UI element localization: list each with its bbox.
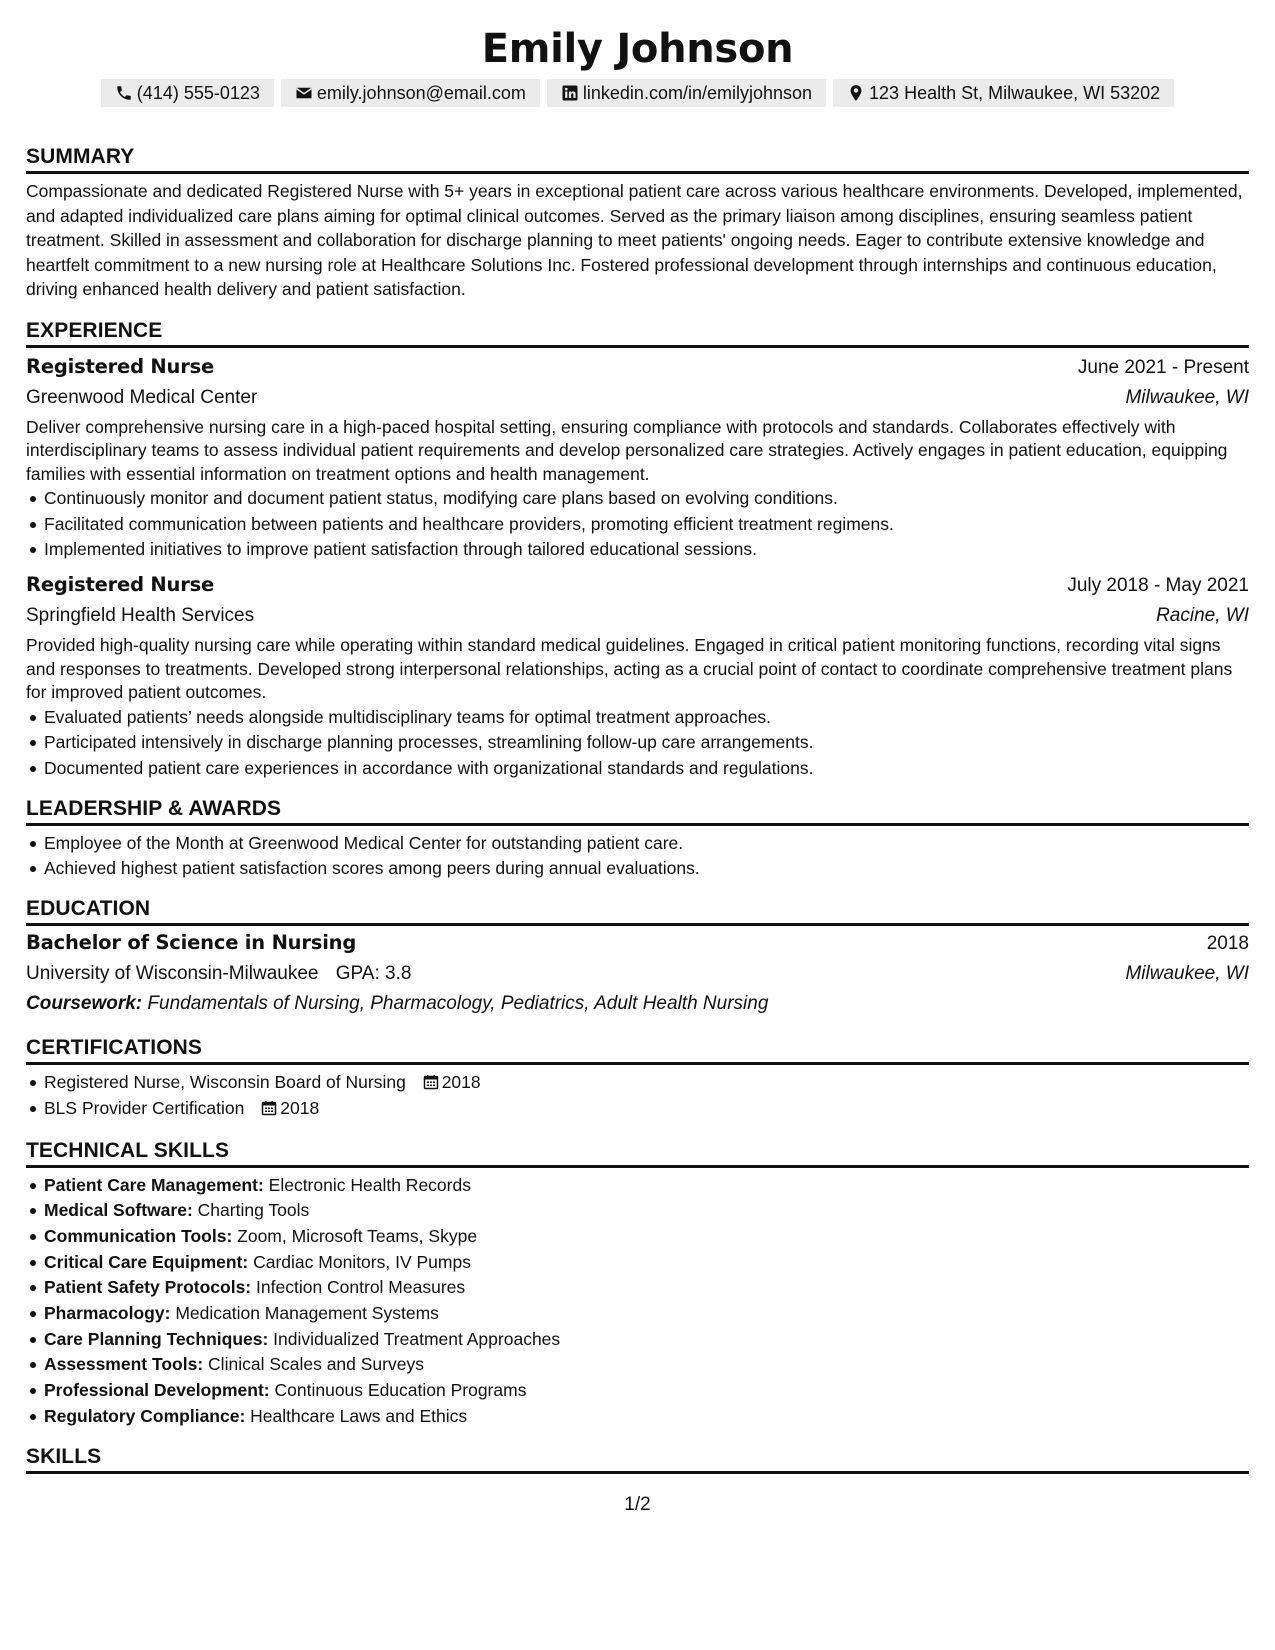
list-item: Employee of the Month at Greenwood Medical Center for outstanding patient care.	[26, 831, 1249, 857]
summary-section	[26, 144, 1249, 302]
job-bullets	[26, 705, 1249, 782]
job-entry	[26, 352, 1249, 564]
cert-year: 2018	[441, 1072, 481, 1093]
linkedin-chip[interactable]	[547, 79, 826, 107]
list-item	[26, 1250, 1249, 1276]
list-item	[26, 1070, 1249, 1096]
email-chip[interactable]	[281, 79, 540, 107]
technical-skills-section	[26, 1138, 1249, 1430]
section-title: LEADERSHIP & AWARDS	[26, 796, 1249, 826]
list-item	[26, 1224, 1249, 1250]
skill-value: Healthcare Laws and Ethics	[250, 1405, 468, 1426]
job-bullets	[26, 486, 1249, 563]
list-item	[26, 1404, 1249, 1430]
section-title: SUMMARY	[26, 144, 1249, 174]
job-entry	[26, 570, 1249, 782]
school-location: Milwaukee, WI	[1125, 963, 1249, 985]
list-item: Facilitated communication between patients and healthcare providers, promoting efficient treatment regimens.	[26, 512, 1249, 538]
certifications-list	[26, 1070, 1249, 1121]
skill-value: Electronic Health Records	[268, 1174, 471, 1195]
list-item	[26, 1352, 1249, 1378]
list-item	[26, 1198, 1249, 1224]
phone-text: (414) 555-0123	[136, 82, 260, 103]
map-pin-icon	[847, 84, 865, 102]
skill-value: Continuous Education Programs	[274, 1380, 527, 1401]
section-title: CERTIFICATIONS	[26, 1035, 1249, 1065]
job-location: Milwaukee, WI	[1125, 386, 1249, 408]
envelope-icon	[295, 84, 313, 102]
address-chip[interactable]	[833, 79, 1174, 107]
skill-value: Medication Management Systems	[175, 1303, 439, 1324]
school-name: University of Wisconsin-Milwaukee	[26, 963, 319, 985]
coursework	[26, 989, 1249, 1019]
phone-icon	[115, 84, 133, 102]
school-info	[26, 959, 411, 989]
job-org: Springfield Health Services	[26, 605, 255, 627]
job-header	[26, 352, 1249, 383]
job-role: Registered Nurse	[26, 354, 215, 378]
phone-chip[interactable]	[101, 79, 274, 107]
skill-label: Medical Software:	[44, 1200, 193, 1221]
list-item: Participated intensively in discharge planning processes, streamlining follow-up care arrangements.	[26, 730, 1249, 756]
job-header	[26, 570, 1249, 601]
skills-section	[26, 1444, 1249, 1474]
degree-year: 2018	[1206, 933, 1249, 955]
list-item	[26, 1378, 1249, 1404]
cert-year: 2018	[280, 1097, 320, 1118]
skill-value: Cardiac Monitors, IV Pumps	[253, 1251, 471, 1272]
list-item: Continuously monitor and document patient status, modifying care plans based on evolving conditions.	[26, 486, 1249, 512]
skill-value: Infection Control Measures	[256, 1277, 466, 1298]
job-description: Provided high-quality nursing care while operating within standard medical guidelines. Engaged in critical patient monitoring functions, recording vital signs and responses to treatments. Developed strong interpersonal relationships, acting as a crucial point of contact to coordinate comprehensive treatment plans for improved patient outcomes.	[26, 635, 1233, 703]
skill-label: Critical Care Equipment:	[44, 1251, 249, 1272]
skill-value: Charting Tools	[197, 1200, 310, 1221]
degree-row	[26, 928, 1249, 959]
list-item	[26, 1275, 1249, 1301]
job-description: Deliver comprehensive nursing care in a high-paced hospital setting, ensuring compliance with protocols and standards. Collaborates effectively with interdisciplinary teams to assess individual patient requirements and develop personalized care strategies. Actively engages in patient education, equipping families with essential information on treatment options and health management.	[26, 416, 1228, 484]
summary-text: Compassionate and dedicated Registered Nurse with 5+ years in exceptional patient care across various healthcare environments. Developed, implemented, and adapted individualized care plans aiming for optimal clinical outcomes. Served as the primary liaison among disciplines, ensuring seamless patient treatment. Skilled in assessment and collaboration for discharge planning to meet patients' ongoing needs. Eager to contribute extensive knowledge and heartfelt commitment to a new nursing role at Healthcare Solutions Inc. Fostered professional development through internships and continuous education, driving enhanced health delivery and patient satisfaction.	[26, 181, 1243, 299]
job-location: Racine, WI	[1156, 605, 1249, 627]
coursework-text: Fundamentals of Nursing, Pharmacology, Pediatrics, Adult Health Nursing	[147, 993, 769, 1015]
section-title: EDUCATION	[26, 896, 1249, 926]
list-item	[26, 1301, 1249, 1327]
skill-value: Zoom, Microsoft Teams, Skype	[237, 1225, 478, 1246]
contact-bar	[26, 79, 1249, 107]
technical-skills-list	[26, 1173, 1249, 1430]
list-item	[26, 1327, 1249, 1353]
linkedin-icon	[561, 84, 579, 102]
skill-label: Care Planning Techniques:	[44, 1328, 269, 1349]
skill-label: Pharmacology:	[44, 1303, 171, 1324]
coursework-label: Coursework:	[26, 993, 143, 1015]
calendar-icon	[261, 1100, 277, 1116]
linkedin-text: linkedin.com/in/emilyjohnson	[582, 82, 813, 103]
job-role: Registered Nurse	[26, 573, 215, 597]
calendar-icon	[423, 1074, 439, 1090]
gpa: GPA: 3.8	[335, 963, 412, 985]
experience-section	[26, 318, 1249, 782]
list-item: Evaluated patients’ needs alongside multidisciplinary teams for optimal treatment approaches.	[26, 705, 1249, 731]
cert-name: Registered Nurse, Wisconsin Board of Nursing	[44, 1072, 406, 1093]
job-date: June 2021 - Present	[1077, 356, 1249, 378]
certifications-section	[26, 1035, 1249, 1121]
leadership-section	[26, 796, 1249, 882]
list-item: Achieved highest patient satisfaction scores among peers during annual evaluations.	[26, 856, 1249, 882]
education-section	[26, 896, 1249, 1019]
skill-label: Patient Care Management:	[44, 1174, 264, 1195]
email-text: emily.johnson@email.com	[316, 82, 526, 103]
skill-value: Individualized Treatment Approaches	[273, 1328, 561, 1349]
list-item	[26, 1173, 1249, 1199]
leadership-list	[26, 831, 1249, 882]
skill-label: Professional Development:	[44, 1380, 270, 1401]
school-row	[26, 959, 1249, 989]
list-item: Documented patient care experiences in accordance with organizational standards and regulations.	[26, 756, 1249, 782]
skill-label: Assessment Tools:	[44, 1354, 204, 1375]
section-title: EXPERIENCE	[26, 318, 1249, 348]
job-subheader	[26, 383, 1249, 413]
job-date: July 2018 - May 2021	[1067, 575, 1249, 597]
skill-label: Regulatory Compliance:	[44, 1405, 246, 1426]
skill-label: Patient Safety Protocols:	[44, 1277, 252, 1298]
job-subheader	[26, 601, 1249, 631]
page-number: 1/2	[624, 1494, 651, 1515]
skill-value: Clinical Scales and Surveys	[208, 1354, 424, 1375]
section-title: SKILLS	[26, 1444, 1249, 1474]
list-item: Implemented initiatives to improve patient satisfaction through tailored educational sessions.	[26, 537, 1249, 563]
cert-name: BLS Provider Certification	[44, 1097, 245, 1118]
degree-name: Bachelor of Science in Nursing	[26, 931, 357, 955]
job-org: Greenwood Medical Center	[26, 386, 258, 408]
candidate-name: Emily Johnson	[481, 26, 794, 72]
list-item	[26, 1096, 1249, 1122]
skill-label: Communication Tools:	[44, 1225, 233, 1246]
section-title: TECHNICAL SKILLS	[26, 1138, 1249, 1168]
address-text: 123 Health St, Milwaukee, WI 53202	[869, 82, 1161, 103]
